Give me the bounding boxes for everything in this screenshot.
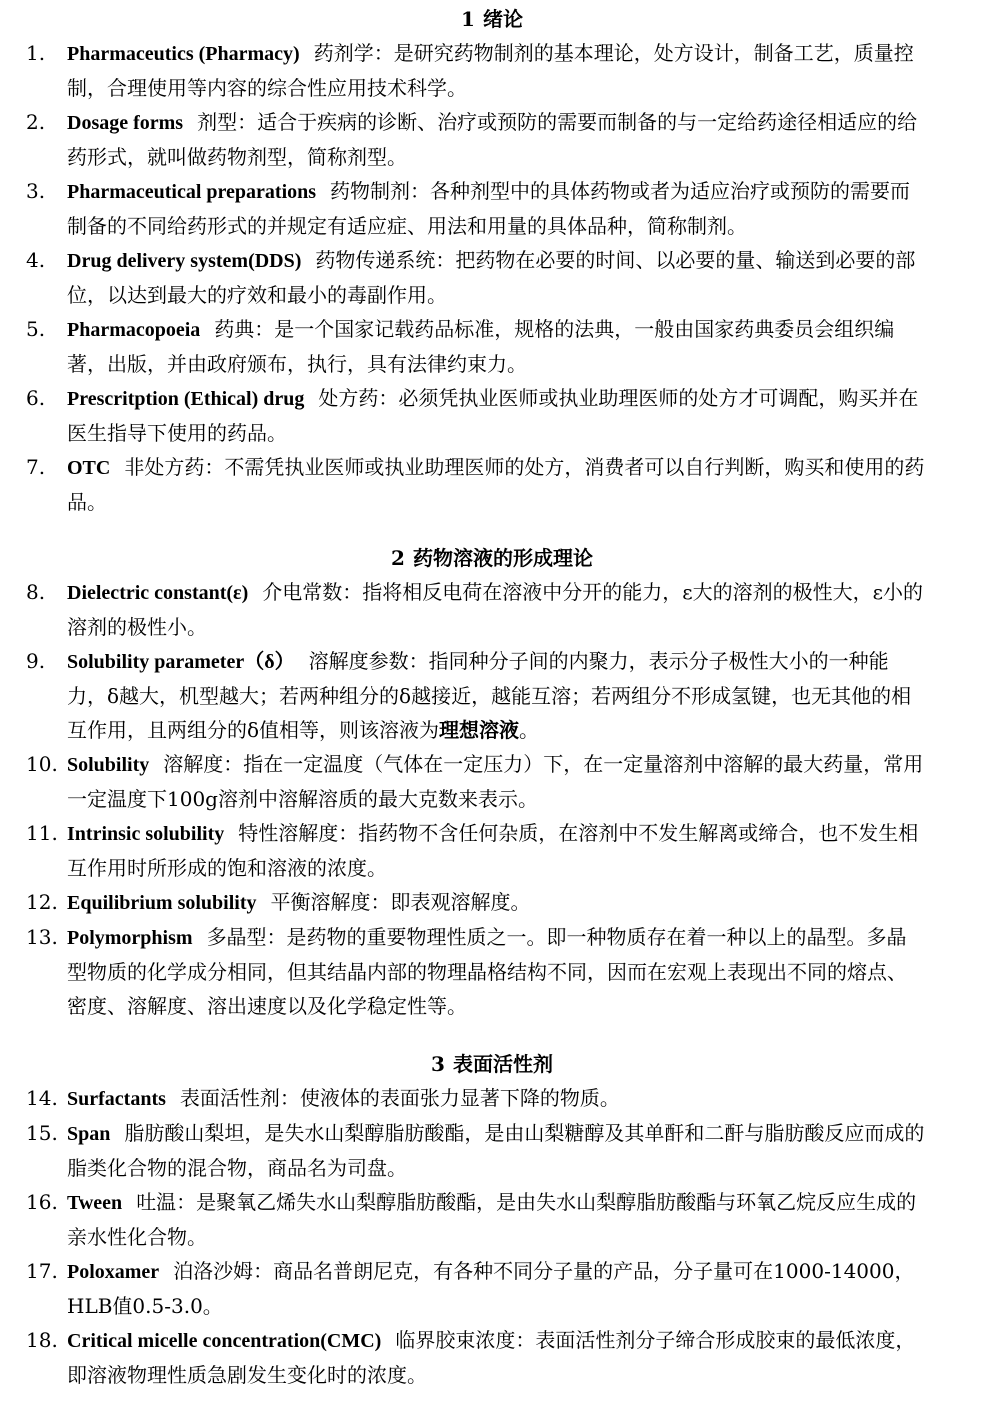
section-number: 2 xyxy=(391,546,405,570)
entry-number: 13. xyxy=(26,925,58,949)
glossary-entry xyxy=(0,174,984,243)
glossary-entry xyxy=(0,575,984,644)
section-title: 药物溶液的形成理论 xyxy=(412,546,593,570)
glossary-entry xyxy=(0,1254,984,1323)
entry-definition: 药物传递系统：把药物在必要的时间、以必要的量、输送到必要的部位，以达到最大的疗效和最小的毒副作用。 xyxy=(67,248,916,307)
entry-number: 4. xyxy=(26,248,46,272)
entry-number: 15. xyxy=(26,1121,58,1145)
entry-number: 6. xyxy=(26,386,46,410)
entry-definition: 处方药：必须凭执业医师或执业助理医师的处方才可调配，购买并在医生指导下使用的药品。 xyxy=(67,386,919,445)
entry-number: 8. xyxy=(26,580,46,604)
entry-definition: 药物制剂：各种剂型中的具体药物或者为适应治疗或预防的需要而制备的不同给药形式的并规定有适应症、用法和用量的具体品种，简称制剂。 xyxy=(67,179,911,238)
entry-definition: 药典：是一个国家记载药品标准，规格的法典，一般由国家药典委员会组织编著，出版，并由政府颁布，执行，具有法律约束力。 xyxy=(67,317,895,376)
entry-term: Dielectric constant(ε) xyxy=(67,582,249,604)
entry-term: Surfactants xyxy=(67,1088,166,1110)
entry-term: Pharmaceutical preparations xyxy=(67,181,317,203)
glossary-entry xyxy=(0,816,984,885)
definition-end: 。 xyxy=(519,718,540,742)
section-heading xyxy=(0,1047,984,1081)
entry-definition: 平衡溶解度：即表观溶解度。 xyxy=(270,890,531,914)
section-number: 3 xyxy=(431,1052,445,1076)
entry-definition: 表面活性剂：使液体的表面张力显著下降的物质。 xyxy=(179,1086,620,1110)
glossary-entry xyxy=(0,747,984,816)
entry-number: 16. xyxy=(26,1190,58,1214)
entry-definition: 脂肪酸山梨坦，是失水山梨醇脂肪酸酯，是由山梨糖醇及其单酐和二酐与脂肪酸反应而成的脂类化合物的混合物，商品名为司盘。 xyxy=(67,1121,925,1180)
entry-definition: 特性溶解度：指药物不含任何杂质，在溶剂中不发生解离或缔合，也不发生相互作用时所形成的饱和溶液的浓度。 xyxy=(67,821,919,880)
section-title: 绪论 xyxy=(482,7,523,31)
entry-number: 5. xyxy=(26,317,46,341)
glossary-entry xyxy=(0,36,984,105)
glossary-entry xyxy=(0,1185,984,1254)
entry-definition: 多晶型：是药物的重要物理性质之一。即一种物质存在着一种以上的晶型。多晶型物质的化学成分相同，但其结晶内部的物理晶格结构不同，因而在宏观上表现出不同的熔点、密度、溶解度、溶出速度以及化学稳定性等。 xyxy=(67,925,907,1018)
section-2 xyxy=(0,541,984,1023)
entry-term: Pharmacopoeia xyxy=(67,319,201,341)
entry-definition: 剂型：适合于疾病的诊断、治疗或预防的需要而制备的与一定给药途径相适应的给药形式，就叫做药物剂型，简称剂型。 xyxy=(67,110,918,169)
entry-term: Drug delivery system(DDS) xyxy=(67,250,302,272)
entry-definition: 溶解度：指在一定温度（气体在一定压力）下，在一定量溶剂中溶解的最大药量，常用一定温度下100g溶剂中溶解溶质的最大克数来表示。 xyxy=(67,752,924,811)
glossary-entry xyxy=(0,1081,984,1116)
section-1 xyxy=(0,2,984,519)
section-title: 表面活性剂 xyxy=(452,1052,553,1076)
entry-number: 9. xyxy=(26,649,46,673)
entry-number: 11. xyxy=(26,821,58,845)
entry-number: 3. xyxy=(26,179,46,203)
entry-term: Poloxamer xyxy=(67,1261,160,1283)
section-heading xyxy=(0,2,984,36)
entry-term: Solubility xyxy=(67,754,150,776)
glossary-entry xyxy=(0,381,984,450)
entry-number: 10. xyxy=(26,752,58,776)
glossary-entry xyxy=(0,920,984,1023)
entry-term: Prescritption (Ethical) drug xyxy=(67,388,305,410)
entry-number: 12. xyxy=(26,890,58,914)
entry-definition: 吐温：是聚氧乙烯失水山梨醇脂肪酸酯，是由失水山梨醇脂肪酸酯与环氧乙烷反应生成的亲水性化合物。 xyxy=(67,1190,917,1249)
section-3 xyxy=(0,1047,984,1392)
entry-number: 1. xyxy=(26,41,46,65)
entry-term: Solubility parameter（δ） xyxy=(67,651,295,673)
entry-number: 2. xyxy=(26,110,46,134)
entry-definition: 泊洛沙姆：商品名普朗尼克，有各种不同分子量的产品，分子量可在1000-14000，HLB值0.5-3.0。 xyxy=(67,1259,915,1318)
entry-number: 17. xyxy=(26,1259,58,1283)
glossary-entry xyxy=(0,644,984,747)
definition-emphasis: 理想溶液 xyxy=(439,718,520,742)
glossary-entry xyxy=(0,1323,984,1392)
entry-definition: 临界胶束浓度：表面活性剂分子缔合形成胶束的最低浓度，即溶液物理性质急剧发生变化时的浓度。 xyxy=(67,1328,916,1387)
entry-term: Critical micelle concentration(CMC) xyxy=(67,1330,382,1352)
glossary-entry xyxy=(0,885,984,920)
entry-term: Equilibrium solubility xyxy=(67,892,257,914)
section-number: 1 xyxy=(461,7,475,31)
glossary-entry xyxy=(0,243,984,312)
glossary-entry xyxy=(0,312,984,381)
glossary-entry xyxy=(0,1116,984,1185)
entry-number: 18. xyxy=(26,1328,58,1352)
glossary-entry xyxy=(0,105,984,174)
entry-definition: 药剂学：是研究药物制剂的基本理论，处方设计，制备工艺，质量控制，合理使用等内容的综合性应用技术科学。 xyxy=(67,41,914,100)
entry-number: 14. xyxy=(26,1086,58,1110)
entry-number: 7. xyxy=(26,455,46,479)
entry-term: Span xyxy=(67,1123,111,1145)
entry-definition: 介电常数：指将相反电荷在溶液中分开的能力，ε大的溶剂的极性大，ε小的溶剂的极性小。 xyxy=(67,580,923,639)
entry-term: OTC xyxy=(67,457,111,479)
entry-term: Dosage forms xyxy=(67,112,184,134)
entry-term: Pharmaceutics (Pharmacy) xyxy=(67,43,300,65)
entry-definition: 非处方药：不需凭执业医师或执业助理医师的处方，消费者可以自行判断，购买和使用的药品。 xyxy=(67,455,925,514)
entry-term: Intrinsic solubility xyxy=(67,823,225,845)
entry-term: Polymorphism xyxy=(67,927,193,949)
glossary-entry xyxy=(0,450,984,519)
definition-text: 溶解度参数：指同种分子间的内聚力，表示分子极性大小的一种能力，δ越大，机型越大；若两种组分的δ越接近，越能互溶；若两组分不形成氢键，也无其他的相互作用，且两组分的δ值相等，则该溶液为 xyxy=(67,649,912,742)
entry-term: Tween xyxy=(67,1192,123,1214)
section-heading xyxy=(0,541,984,575)
